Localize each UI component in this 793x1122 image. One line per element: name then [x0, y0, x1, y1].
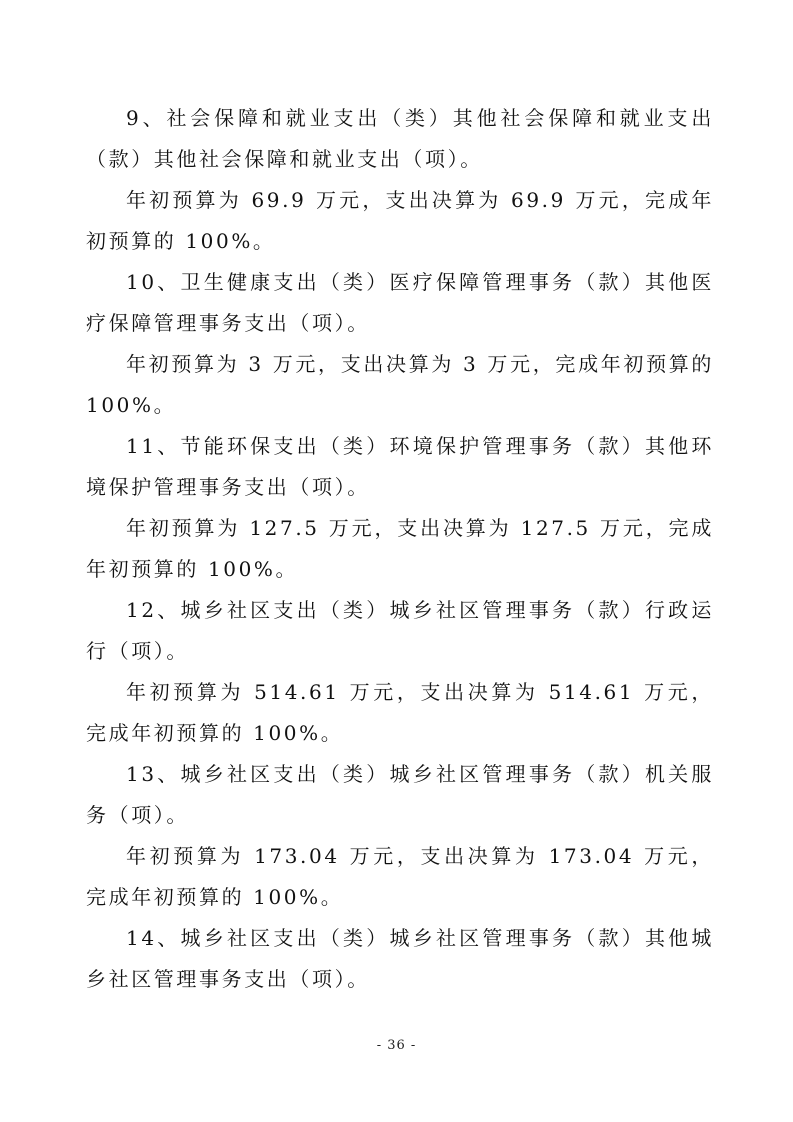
item-13-heading: 13、城乡社区支出（类）城乡社区管理事务（款）机关服务（项）。: [86, 762, 714, 827]
item-10-budget: 年初预算为 3 万元，支出决算为 3 万元，完成年初预算的100%。: [86, 352, 714, 417]
item-13-budget: 年初预算为 173.04 万元，支出决算为 173.04 万元，完成年初预算的 100%。: [86, 844, 714, 909]
item-12-heading: 12、城乡社区支出（类）城乡社区管理事务（款）行政运行（项）。: [86, 598, 714, 663]
page-number: - 36 -: [376, 1038, 417, 1053]
document-body: [86, 98, 714, 1000]
item-12-budget: 年初预算为 514.61 万元，支出决算为 514.61 万元，完成年初预算的 100%。: [86, 680, 714, 745]
item-11-budget: 年初预算为 127.5 万元，支出决算为 127.5 万元，完成年初预算的 100%。: [86, 516, 714, 581]
item-9-budget: 年初预算为 69.9 万元，支出决算为 69.9 万元，完成年初预算的 100%。: [86, 188, 714, 253]
item-9-heading: 9、社会保障和就业支出（类）其他社会保障和就业支出（款）其他社会保障和就业支出（项）。: [86, 106, 714, 171]
item-11-heading: 11、节能环保支出（类）环境保护管理事务（款）其他环境保护管理事务支出（项）。: [86, 434, 714, 499]
item-14-heading: 14、城乡社区支出（类）城乡社区管理事务（款）其他城乡社区管理事务支出（项）。: [86, 926, 714, 991]
item-10-heading: 10、卫生健康支出（类）医疗保障管理事务（款）其他医疗保障管理事务支出（项）。: [86, 270, 714, 335]
